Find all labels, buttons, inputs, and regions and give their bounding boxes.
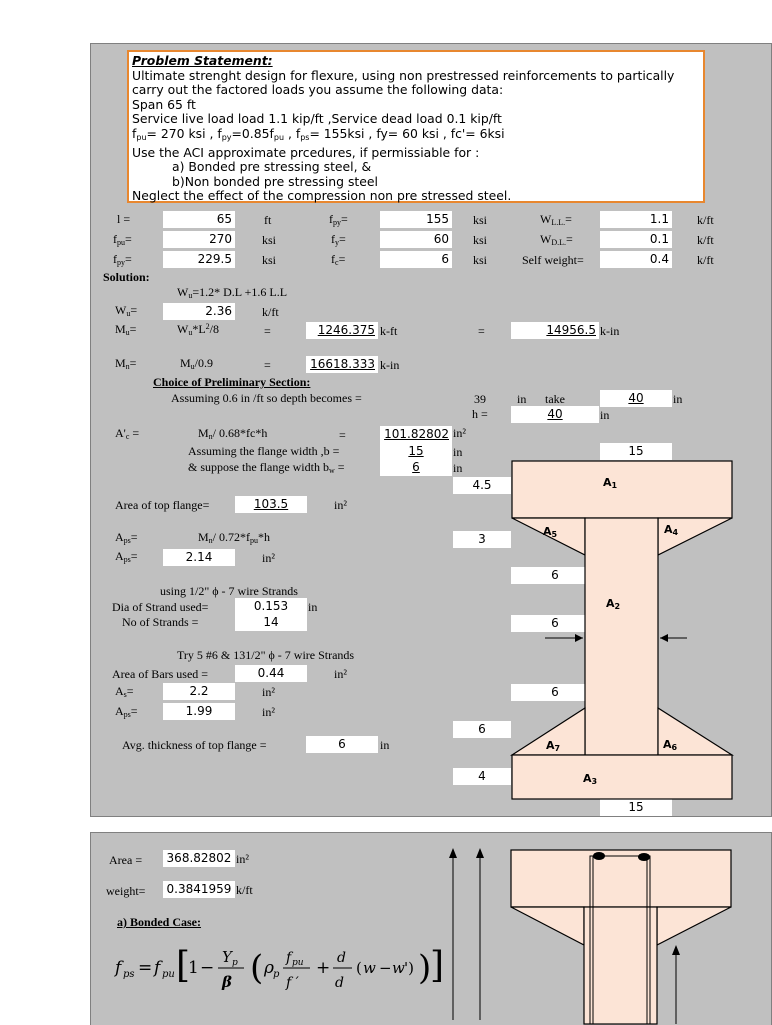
fpy-unit: ksi	[262, 253, 277, 267]
fc-unit: ksi	[473, 253, 488, 267]
lower-web	[584, 907, 657, 1024]
mu-label: $M_u=$	[115, 322, 137, 337]
weight-unit: k/ft	[236, 883, 253, 897]
try-text: Try 5 #6 & 131/2" ϕ - 7 wire Strands	[177, 648, 355, 662]
problem-line-2: carry out the factored loads you assume the following data:	[132, 82, 504, 98]
fy-value[interactable]: 60	[380, 231, 452, 248]
mn-unit: k-in	[380, 358, 400, 372]
bonded-case-heading: a) Bonded Case:	[117, 915, 202, 929]
as-value[interactable]: 2.2	[163, 683, 235, 700]
ac-eq: =	[339, 428, 346, 442]
svg-text:1: 1	[188, 958, 199, 978]
bar-area-unit: in²	[334, 667, 347, 681]
svg-text:f: f	[154, 958, 161, 978]
problem-line-7: a) Bonded pre stressing steel, &	[172, 159, 372, 175]
wdl-unit: k/ft	[697, 233, 714, 247]
dim-web2[interactable]: 6	[511, 615, 599, 632]
fps-label: $f_{py}=$	[329, 212, 348, 227]
weight-value[interactable]: 0.3841959	[163, 881, 235, 898]
svg-text:(: (	[250, 948, 264, 988]
svg-text:ρ: ρ	[264, 958, 274, 978]
bar-area-value[interactable]: 0.44	[235, 665, 307, 682]
aps-value[interactable]: 2.14	[163, 549, 235, 566]
flange-width-unit: in	[453, 445, 463, 459]
wdl-label: $W_{D.L.}=$	[540, 232, 573, 247]
nstrand-label: No of Strands =	[122, 615, 199, 629]
svg-text:−: −	[379, 959, 392, 977]
problem-line-5: $f_{pu}= 270$ ksi , $f_{py}=0.85f_{pu}$ , $f_{ps}= 155ksi$ , fy= 60 ksi , fc'= 6ksi	[132, 125, 505, 142]
wdl-value[interactable]: 0.1	[600, 231, 672, 248]
lower-section-diagram	[440, 835, 740, 1024]
svg-text:'): ')	[404, 959, 414, 977]
svg-text:f: f	[286, 950, 292, 966]
fpy-value[interactable]: 229.5	[163, 251, 235, 268]
wll-label: $W_{L.L.}=$	[540, 212, 572, 227]
i-section-diagram	[505, 455, 740, 805]
dim-top-thick[interactable]: 4.5	[453, 477, 511, 494]
fy-label: $f_y=$	[331, 232, 346, 247]
svg-text:ps: ps	[123, 969, 135, 980]
top-flange-label: Area of top flange=	[115, 498, 210, 512]
aps-formula: $M_n/$ $0.72*f_{pu}*h$	[198, 530, 271, 545]
bottom-flange-shape	[512, 755, 732, 799]
aps2-label: $A_{ps}=$	[115, 549, 138, 564]
take-unit: in	[673, 392, 683, 406]
area-label-a6: $A_6$	[663, 738, 678, 752]
svg-text:+: +	[316, 958, 331, 978]
area-label-a2: $A_2$	[606, 597, 621, 611]
take-value[interactable]: 40	[600, 390, 672, 407]
problem-line-9: Neglect the effect of the compression non pre stressed steel.	[132, 188, 512, 204]
assume-text: Assuming 0.6 in /ft so depth becomes =	[171, 391, 362, 405]
fpu-value[interactable]: 270	[163, 231, 235, 248]
dim-bot-haunch[interactable]: 6	[453, 721, 511, 738]
fc-value[interactable]: 6	[380, 251, 452, 268]
area-label-a5: $A_5$	[543, 525, 558, 539]
dia-unit: in	[308, 600, 318, 614]
web-width-unit: in	[453, 461, 463, 475]
mn-eq: =	[264, 358, 271, 372]
top-flange-shape	[512, 461, 732, 518]
svg-text:w: w	[392, 959, 405, 977]
sw-label: Self weight=	[522, 253, 584, 267]
wu-value[interactable]: 2.36	[163, 303, 235, 320]
web-width-text: & suppose the flange width $b_w$ =	[188, 460, 345, 475]
web-width-value[interactable]: 6	[380, 459, 452, 476]
dim-web1[interactable]: 6	[511, 567, 599, 584]
avg-unit: in	[380, 738, 390, 752]
problem-heading: Problem Statement:	[132, 53, 273, 68]
mu-eq: =	[264, 324, 271, 338]
dia-label: Dia of Strand used=	[112, 600, 209, 614]
dim-bot-thick[interactable]: 4	[453, 768, 511, 785]
aps3-unit: in²	[262, 705, 275, 719]
wu-formula: $W_u=1.2*$ D.L +1.6 L.L	[177, 285, 288, 300]
mn-label: $M_n=$	[115, 356, 137, 371]
area-label-a3: $A_3$	[583, 772, 598, 786]
bar-area-label: Area of Bars used =	[112, 667, 209, 681]
bar-dot-right	[638, 853, 650, 861]
l-label: l =	[117, 212, 131, 226]
problem-line-8: b)Non bonded pre stressing steel	[172, 173, 378, 189]
aps-label: $A_{ps}=$	[115, 530, 138, 545]
lower-top-flange	[511, 850, 731, 907]
top-flange-unit: in²	[334, 498, 347, 512]
aps-unit: in²	[262, 551, 275, 565]
web-shape	[585, 518, 658, 755]
area-label: Area =	[109, 853, 143, 867]
h-label: h =	[472, 407, 488, 421]
problem-line-6: Use the ACI approximate prcedures, if permissiable for :	[132, 144, 480, 160]
svg-text:[: [	[176, 945, 191, 986]
fpu-unit: ksi	[262, 233, 277, 247]
area-unit: in²	[236, 852, 249, 866]
dim-haunch[interactable]: 3	[453, 531, 511, 548]
problem-line-3: Span 65 ft	[132, 96, 196, 112]
depth-unit: in	[517, 392, 527, 406]
svg-text:): )	[418, 948, 432, 988]
weight-label: weight=	[106, 884, 146, 898]
avg-label: Avg. thickness of top flange =	[122, 738, 267, 752]
area-label-a1: $A_1$	[603, 476, 618, 490]
ac-unit: in²	[453, 426, 466, 440]
ac-formula: $M_n/$ 0.68*fc*h	[198, 426, 268, 441]
svg-text:w: w	[363, 959, 376, 977]
wll-value[interactable]: 1.1	[600, 211, 672, 228]
fc-label: $f_c=$	[331, 252, 346, 267]
ac-label: $A'_c$ =	[115, 426, 140, 441]
mn-value[interactable]: 16618.333	[306, 356, 378, 373]
dim-bot-width[interactable]: 15	[600, 799, 672, 816]
as-unit: in²	[262, 685, 275, 699]
l-unit: ft	[264, 213, 272, 227]
problem-line-4: Service live load load 1.1 kip/ft ,Service dead load 0.1 kip/ft	[132, 111, 502, 127]
h-value[interactable]: 40	[511, 406, 599, 423]
svg-text:β: β	[222, 973, 232, 991]
area-value[interactable]: 368.82802	[163, 850, 235, 867]
ac-value[interactable]: 101.82802	[380, 426, 452, 443]
svg-text:p: p	[273, 969, 280, 980]
svg-text:pu: pu	[292, 958, 304, 968]
mn-formula: $M_u/0.9$	[180, 356, 214, 371]
mu-unit: k-ft	[380, 324, 398, 338]
area-label-a7: $A_7$	[546, 739, 561, 753]
fpu-label: $f_{pu}=$	[113, 232, 132, 247]
choice-heading: Choice of Preliminary Section:	[153, 375, 311, 389]
strand-text: using 1/2" ϕ - 7 wire Strands	[160, 584, 298, 598]
svg-text:d: d	[337, 950, 346, 966]
fps-unit: ksi	[473, 213, 488, 227]
h-unit: in	[600, 408, 610, 422]
nstrand-value[interactable]: 14	[235, 614, 307, 631]
solution-heading: Solution:	[103, 270, 150, 284]
area-label-a4: $A_4$	[664, 523, 679, 537]
as-label: $A_s=$	[115, 684, 134, 699]
problem-line-1: Ultimate strenght design for flexure, using non prestressed reinforcements to partically	[132, 67, 675, 83]
svg-text:f: f	[115, 958, 122, 978]
mu-value[interactable]: 1246.375	[306, 322, 378, 339]
mu-value2[interactable]: 14956.5	[511, 322, 599, 339]
svg-text:−: −	[200, 958, 215, 978]
svg-text:=: =	[138, 958, 153, 978]
top-flange-value[interactable]: 103.5	[235, 496, 307, 513]
svg-text:f ′: f ′	[286, 975, 299, 991]
dim-web3[interactable]: 6	[511, 684, 599, 701]
bar-dot-left	[593, 852, 605, 860]
svg-text:Υ: Υ	[222, 948, 232, 966]
avg-value[interactable]: 6	[306, 736, 378, 753]
wu-unit: k/ft	[262, 305, 279, 319]
problem-statement-box	[127, 50, 705, 203]
sw-unit: k/ft	[697, 253, 714, 267]
wll-unit: k/ft	[697, 213, 714, 227]
dim-top-width[interactable]: 15	[600, 443, 672, 460]
depth-value: 39	[474, 392, 486, 406]
svg-text:pu: pu	[162, 969, 175, 980]
aps3-label: $A_{ps}=$	[115, 704, 138, 719]
fpy-label: $f_{py}=$	[113, 252, 132, 267]
svg-text:]: ]	[430, 945, 445, 986]
flange-width-text: Assuming the flange width ,b =	[188, 444, 340, 458]
flange-width-value[interactable]: 15	[380, 443, 452, 460]
mu-unit2: k-in	[600, 324, 620, 338]
take-label: take	[545, 392, 565, 406]
l-value[interactable]: 65	[163, 211, 235, 228]
dia-value[interactable]: 0.153	[235, 598, 307, 615]
fps-value[interactable]: 155	[380, 211, 452, 228]
aps3-value[interactable]: 1.99	[163, 703, 235, 720]
sw-value[interactable]: 0.4	[600, 251, 672, 268]
fy-unit: ksi	[473, 233, 488, 247]
mu-formula: $W_u*L^2/8$	[177, 322, 220, 337]
svg-text:p: p	[232, 958, 238, 968]
svg-text:(: (	[356, 959, 362, 977]
wu-label: $W_u=$	[115, 303, 138, 318]
mu-eq2: =	[478, 324, 485, 338]
svg-text:d: d	[335, 975, 344, 991]
